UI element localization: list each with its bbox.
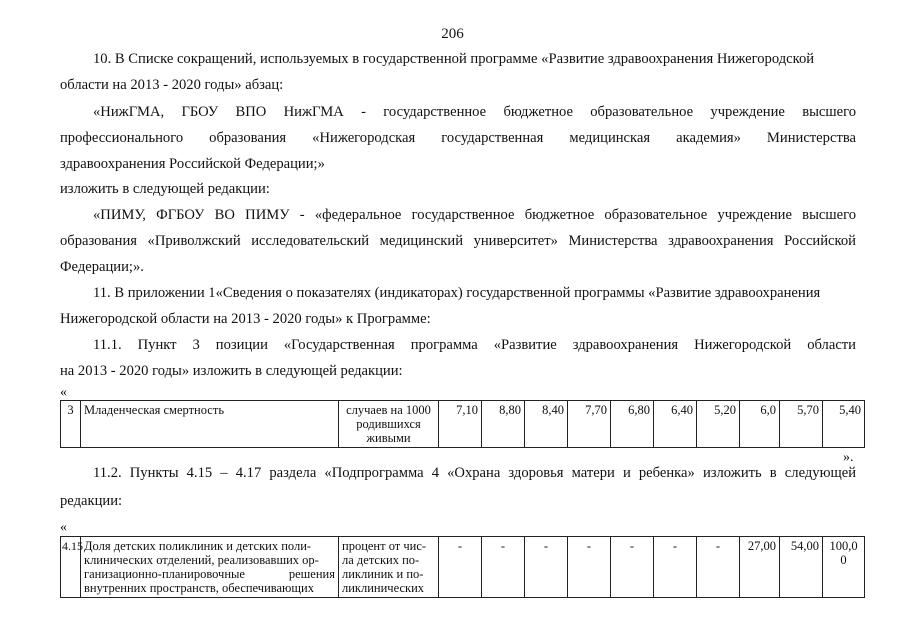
value-cell: - xyxy=(568,537,611,598)
name-line: ганизационно-планировочные решения xyxy=(84,567,335,581)
page-number: 206 xyxy=(441,26,464,42)
unit-line: ла детских по- xyxy=(342,553,420,567)
unit-line: случаев на 1000 xyxy=(346,403,431,417)
unit-cell xyxy=(339,537,439,598)
old-text-line-3: здравоохранения Российской Федерации;» xyxy=(60,156,325,172)
value-cell: - xyxy=(525,537,568,598)
unit-line: ликлинических xyxy=(342,581,425,595)
value-cell: - xyxy=(611,537,654,598)
para-11-1-line-1: 11.1. Пункт 3 позиции «Государственная программа «Развитие здравоохранения Нижегородской области xyxy=(93,337,856,353)
new-text-line-1: «ПИМУ, ФГБОУ ВО ПИМУ - «федеральное государственное бюджетное образовательное учреждение высшего xyxy=(93,207,856,223)
value-cell: 54,00 xyxy=(780,537,823,598)
quote-close-1: ». xyxy=(843,450,854,465)
new-text-line-2: образования «Приволжский исследовательский медицинский университет» Министерства здравоохранения Российской xyxy=(60,233,856,249)
para-11-2-line-1: 11.2. Пункты 4.15 – 4.17 раздела «Подпрограмма 4 «Охрана здоровья матери и ребенка» изложить в следующей xyxy=(93,465,856,481)
row-number: 4.15 xyxy=(61,537,81,598)
value-cell: 6,40 xyxy=(654,401,697,448)
unit-cell xyxy=(339,401,439,448)
name-line: внутренних пространств, обеспечивающих xyxy=(84,581,314,595)
table-row xyxy=(61,401,865,448)
old-text-line-1: «НижГМА, ГБОУ ВПО НижГМА - государственное бюджетное образовательное учреждение высшего xyxy=(93,104,856,120)
table-row xyxy=(61,537,865,598)
name-line: клинических отделений, реализовавших ор- xyxy=(84,553,319,567)
row-number: 3 xyxy=(61,401,81,448)
value-cell: 27,00 xyxy=(740,537,780,598)
name-line: Доля детских поликлиник и детских поли- xyxy=(84,539,312,553)
value-cell: - xyxy=(697,537,740,598)
value-cell: 5,40 xyxy=(823,401,865,448)
indicator-name: Младенческая смертность xyxy=(81,401,339,448)
para-10-line-1: 10. В Списке сокращений, используемых в государственной программе «Развитие здравоохранения Нижегородской xyxy=(93,51,815,67)
value-cell: 8,40 xyxy=(525,401,568,448)
unit-line: живыми xyxy=(366,431,411,445)
value-cell: 7,10 xyxy=(439,401,482,448)
new-text-line-3: Федерации;». xyxy=(60,259,144,275)
quote-open-2: « xyxy=(60,520,67,535)
value-cell: 100,0 0 xyxy=(823,537,865,598)
indicator-name xyxy=(81,537,339,598)
value-cell: 7,70 xyxy=(568,401,611,448)
unit-line: процент от чис- xyxy=(342,539,427,553)
value-cell: - xyxy=(482,537,525,598)
para-10-line-2: области на 2013 - 2020 годы» абзац: xyxy=(60,77,284,93)
para-11-line-1: 11. В приложении 1«Сведения о показателях (индикаторах) государственной программы «Развитие здравоохранения xyxy=(93,285,821,301)
unit-line: родившихся xyxy=(356,417,421,431)
value-cell: 8,80 xyxy=(482,401,525,448)
value-cell: 6,0 xyxy=(740,401,780,448)
para-11-line-2: Нижегородской области на 2013 - 2020 годы» к Программе: xyxy=(60,311,431,327)
value-cell: 5,70 xyxy=(780,401,823,448)
indicator-table-1 xyxy=(60,400,865,448)
para-11-1-line-2: на 2013 - 2020 годы» изложить в следующей редакции: xyxy=(60,363,403,379)
value-cell: - xyxy=(439,537,482,598)
new-text-intro: изложить в следующей редакции: xyxy=(60,181,270,197)
value-cell: - xyxy=(654,537,697,598)
quote-open-1: « xyxy=(60,385,67,400)
unit-line: ликлиник и по- xyxy=(342,567,424,581)
indicator-table-2 xyxy=(60,536,865,598)
value-cell: 6,80 xyxy=(611,401,654,448)
value-cell: 5,20 xyxy=(697,401,740,448)
old-text-line-2: профессионального образования «Нижегородская государственная медицинская академия» Министерства xyxy=(60,130,856,146)
para-11-2-line-2: редакции: xyxy=(60,493,123,509)
